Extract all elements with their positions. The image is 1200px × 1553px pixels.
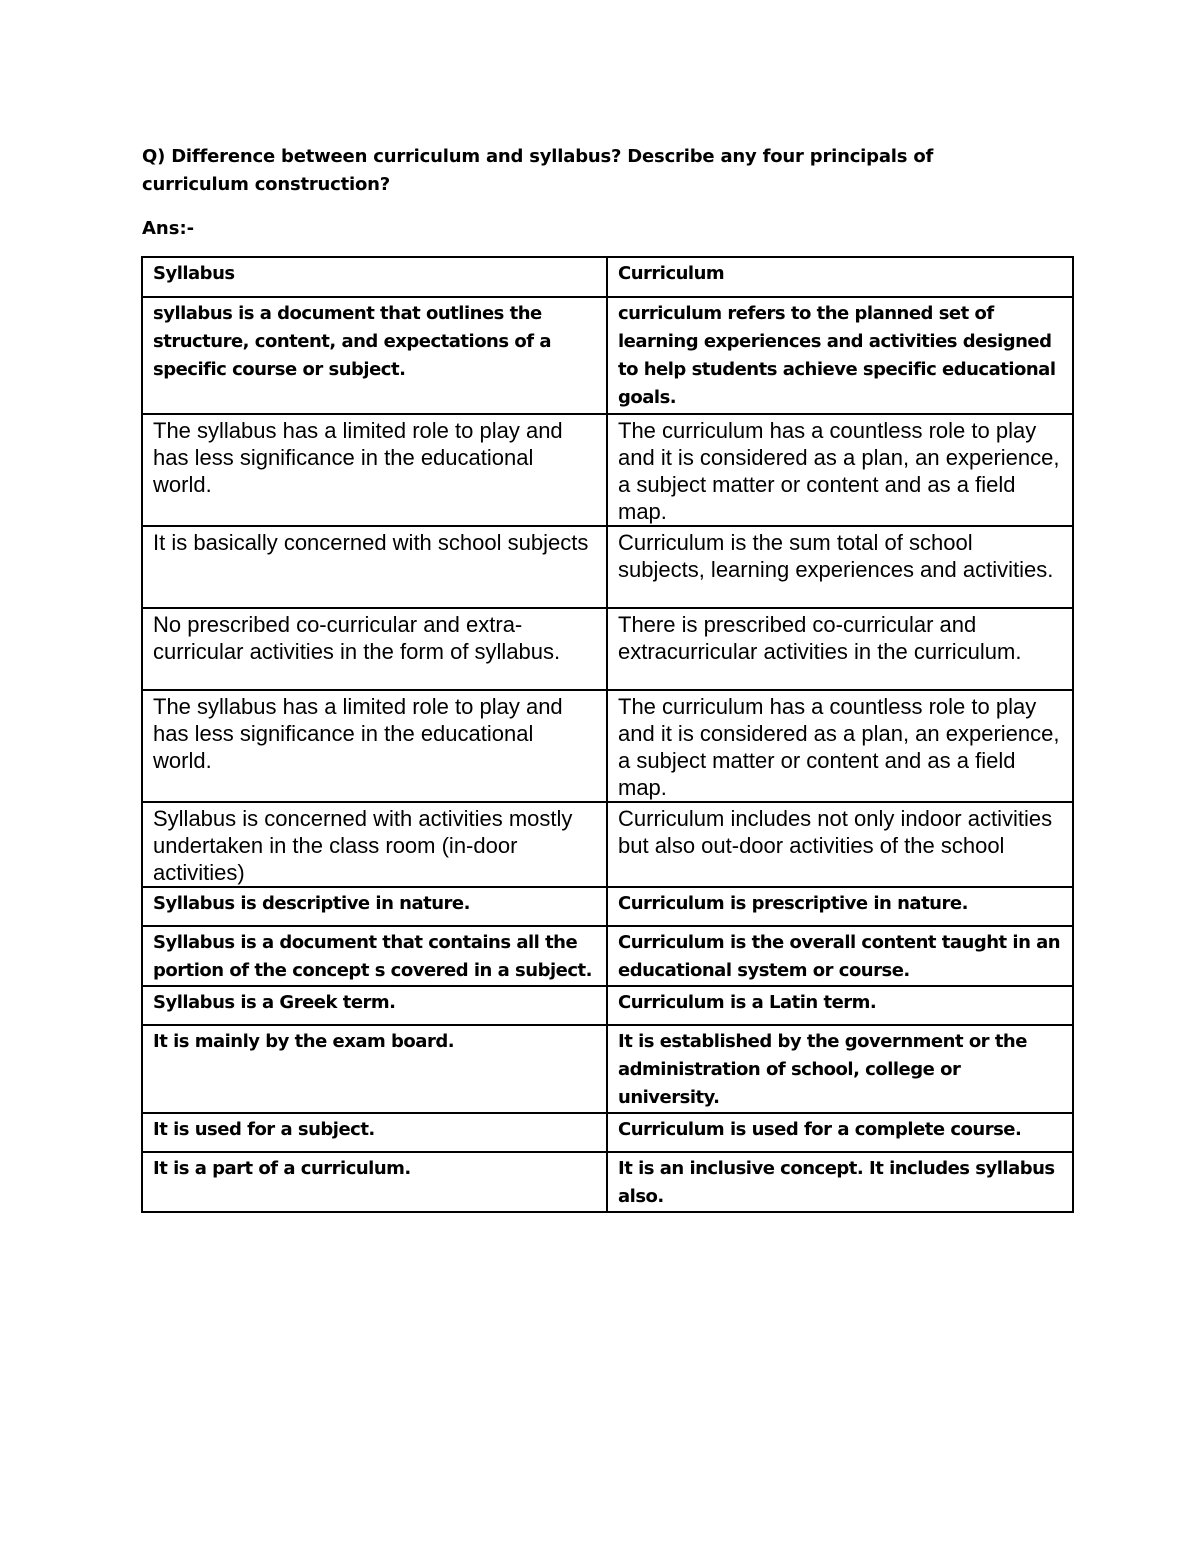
syllabus-cell: No prescribed co-curricular and extra-curricular activities in the form of syllabus. — [142, 608, 607, 690]
table-row — [142, 297, 1073, 414]
header-syllabus: Syllabus — [142, 257, 607, 297]
curriculum-cell: curriculum refers to the planned set of learning experiences and activities designed to help students achieve specific educational goals. — [607, 297, 1073, 414]
curriculum-cell: Curriculum includes not only indoor activities but also out-door activities of the school — [607, 802, 1073, 887]
table-row — [142, 926, 1073, 986]
table-row — [142, 1152, 1073, 1212]
syllabus-cell: syllabus is a document that outlines the structure, content, and expectations of a specific course or subject. — [142, 297, 607, 414]
table-row — [142, 887, 1073, 926]
curriculum-cell: There is prescribed co-curricular and extracurricular activities in the curriculum. — [607, 608, 1073, 690]
curriculum-cell: The curriculum has a countless role to play and it is considered as a plan, an experience, a subject matter or content and as a field map. — [607, 414, 1073, 526]
syllabus-cell: It is mainly by the exam board. — [142, 1025, 607, 1113]
table-header-row — [142, 257, 1073, 297]
syllabus-cell: It is used for a subject. — [142, 1113, 607, 1152]
curriculum-cell: Curriculum is a Latin term. — [607, 986, 1073, 1025]
table-row — [142, 1025, 1073, 1113]
curriculum-cell: It is established by the government or the administration of school, college or university. — [607, 1025, 1073, 1113]
question-text: Q) Difference between curriculum and syllabus? Describe any four principals of curriculum construction? — [142, 146, 934, 195]
syllabus-cell: It is a part of a curriculum. — [142, 1152, 607, 1212]
header-curriculum: Curriculum — [607, 257, 1073, 297]
comparison-table — [141, 256, 1074, 1213]
syllabus-cell: The syllabus has a limited role to play and has less significance in the educational world. — [142, 690, 607, 802]
table-row — [142, 526, 1073, 608]
syllabus-cell: Syllabus is a Greek term. — [142, 986, 607, 1025]
curriculum-cell: Curriculum is the overall content taught in an educational system or course. — [607, 926, 1073, 986]
answer-label: Ans:- — [142, 218, 195, 239]
curriculum-cell: Curriculum is prescriptive in nature. — [607, 887, 1073, 926]
syllabus-cell: The syllabus has a limited role to play and has less significance in the educational world. — [142, 414, 607, 526]
table-row — [142, 802, 1073, 887]
table-row — [142, 1113, 1073, 1152]
curriculum-cell: Curriculum is the sum total of school subjects, learning experiences and activities. — [607, 526, 1073, 608]
table-row — [142, 608, 1073, 690]
table-row — [142, 414, 1073, 526]
table-row — [142, 690, 1073, 802]
syllabus-cell: Syllabus is descriptive in nature. — [142, 887, 607, 926]
curriculum-cell: It is an inclusive concept. It includes syllabus also. — [607, 1152, 1073, 1212]
syllabus-cell: Syllabus is concerned with activities mostly undertaken in the class room (in-door activities) — [142, 802, 607, 887]
syllabus-cell: Syllabus is a document that contains all the portion of the concept s covered in a subject. — [142, 926, 607, 986]
curriculum-cell: The curriculum has a countless role to play and it is considered as a plan, an experience, a subject matter or content and as a field map. — [607, 690, 1073, 802]
table-row — [142, 986, 1073, 1025]
syllabus-cell: It is basically concerned with school subjects — [142, 526, 607, 608]
curriculum-cell: Curriculum is used for a complete course. — [607, 1113, 1073, 1152]
